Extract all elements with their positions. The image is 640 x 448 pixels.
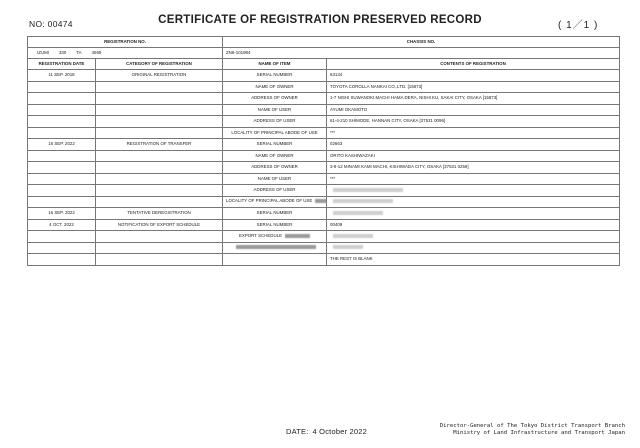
chassis-no-label: CHASSIS NO.: [223, 37, 620, 48]
document-number: NO: 00474: [29, 19, 73, 29]
row-content: THE REST IS BLANK: [327, 254, 620, 266]
row-content: 63134: [327, 70, 620, 82]
row-date: [28, 104, 96, 116]
row-category: ORIGINAL REGISTRATION: [96, 70, 223, 82]
row-date: [28, 242, 96, 254]
registration-record-table: [27, 36, 620, 266]
row-date: 4 OCT. 2022: [28, 219, 96, 231]
row-content: AYUMI OKAMOTO: [327, 104, 620, 116]
table-row: [28, 254, 620, 266]
reg-part-class: 330: [58, 49, 67, 55]
table-row: [28, 127, 620, 139]
row-category: [96, 242, 223, 254]
row-item: [223, 254, 327, 266]
row-item: SERIAL NUMBER: [223, 219, 327, 231]
row-date: [28, 116, 96, 128]
row-category: [96, 185, 223, 197]
redaction-mark: [236, 245, 316, 249]
column-header-row: [28, 59, 620, 70]
row-date: [28, 162, 96, 174]
page-indicator: ( 1／1 ): [558, 20, 599, 31]
table-row: [28, 196, 620, 208]
row-item: LOCALITY OF PRINCIPAL ABODE OF USE: [223, 127, 327, 139]
record-rows: [28, 70, 620, 266]
row-content: ***: [327, 173, 620, 185]
row-item: NAME OF OWNER: [223, 81, 327, 93]
row-item: ADDRESS OF OWNER: [223, 162, 327, 174]
table-row: [28, 231, 620, 243]
row-category: [96, 231, 223, 243]
issue-date-value: 4 October 2022: [312, 427, 368, 436]
col-header-date: REGISTRATION DATE: [28, 59, 96, 70]
table-row: [28, 185, 620, 197]
row-item: ADDRESS OF OWNER: [223, 93, 327, 105]
row-content: [327, 208, 620, 220]
table-row: [28, 208, 620, 220]
row-item: NAME OF OWNER: [223, 150, 327, 162]
issue-date: [286, 427, 367, 436]
table-row: [28, 81, 620, 93]
table-row: [28, 116, 620, 128]
row-date: 16 SEP. 2022: [28, 208, 96, 220]
row-date: [28, 127, 96, 139]
row-content: 3-9-12 MINAMI KAMI MACHI, KISHIWADA CITY, OSAKA [37531 0259]: [327, 162, 620, 174]
row-content: 1-7 NISHI SUWANOKI MACHI HAMA DERA, NISHI KU, SAKAI CITY, OSAKA [15873]: [327, 93, 620, 105]
row-date: [28, 81, 96, 93]
row-date: [28, 231, 96, 243]
issuer-block: [399, 423, 625, 436]
table-row: [28, 173, 620, 185]
row-item: ADDRESS OF USER: [223, 116, 327, 128]
row-date: 11 SEP. 2018: [28, 70, 96, 82]
table-row: [28, 104, 620, 116]
row-category: TENTATIVE DEREGISTRATION: [96, 208, 223, 220]
registration-no-value: [28, 48, 223, 59]
row-content: 00409: [327, 219, 620, 231]
row-category: [96, 127, 223, 139]
table-row: [28, 162, 620, 174]
table-row: [28, 150, 620, 162]
table-row: [28, 242, 620, 254]
registration-no-label: REGISTRATION NO.: [28, 37, 223, 48]
row-item: LOCALITY OF PRINCIPAL ABODE OF USE: [223, 196, 327, 208]
issuer-line-2: Ministry of Land Infrastructure and Transport Japan: [453, 429, 625, 436]
row-date: [28, 93, 96, 105]
document-title: CERTIFICATE OF REGISTRATION PRESERVED RECORD: [158, 14, 482, 26]
row-category: [96, 150, 223, 162]
row-item: SERIAL NUMBER: [223, 208, 327, 220]
row-category: REGISTRATION OF TRANSFER: [96, 139, 223, 151]
row-category: [96, 104, 223, 116]
redaction-mark: [333, 234, 373, 238]
redaction-mark: [333, 245, 363, 249]
row-date: [28, 173, 96, 185]
row-category: [96, 116, 223, 128]
row-category: [96, 81, 223, 93]
col-header-contents: CONTENTS OF REGISTRATION: [327, 59, 620, 70]
row-content: 02663: [327, 139, 620, 151]
table-row: [28, 70, 620, 82]
row-category: NOTIFICATION OF EXPORT SCHEDULE: [96, 219, 223, 231]
number-header-row: [28, 37, 620, 48]
reg-part-number: 4569: [91, 49, 102, 55]
row-content: [327, 185, 620, 197]
redaction-mark: [315, 199, 326, 203]
row-item: EXPORT SCHEDULE: [223, 231, 327, 243]
row-item: [223, 242, 327, 254]
row-item: ADDRESS OF USER: [223, 185, 327, 197]
row-category: [96, 254, 223, 266]
number-value-row: [28, 48, 620, 59]
row-content: TOYOTA COROLLA NANKAI CO.,LTD. [15873]: [327, 81, 620, 93]
table-row: [28, 219, 620, 231]
row-content: ***: [327, 127, 620, 139]
issue-date-label: DATE:: [286, 427, 309, 436]
row-item: NAME OF USER: [223, 104, 327, 116]
redaction-mark: [285, 234, 310, 238]
row-item: NAME OF USER: [223, 173, 327, 185]
row-category: [96, 162, 223, 174]
redaction-mark: [333, 188, 403, 192]
chassis-no-value: ZN6-101984: [223, 48, 620, 59]
row-content: 61-4-210 SHIMODE, HANNAN CITY, OSAKA [37531 0096]: [327, 116, 620, 128]
redaction-mark: [333, 211, 383, 215]
row-category: [96, 93, 223, 105]
table-row: [28, 93, 620, 105]
col-header-item: NAME OF ITEM: [223, 59, 327, 70]
row-category: [96, 196, 223, 208]
row-date: [28, 150, 96, 162]
row-date: [28, 196, 96, 208]
row-content: [327, 231, 620, 243]
row-content: [327, 242, 620, 254]
row-content: ORITO KASHIWAZAKI: [327, 150, 620, 162]
reg-part-kana: TA: [76, 49, 82, 55]
issuer-line-1: Director-General of The Tokyo District Transport Branch: [439, 423, 625, 429]
row-date: 16 SEP. 2022: [28, 139, 96, 151]
row-category: [96, 173, 223, 185]
row-item: SERIAL NUMBER: [223, 139, 327, 151]
row-content: [327, 196, 620, 208]
col-header-category: CATEGORY OF REGISTRATION: [96, 59, 223, 70]
redaction-mark: [333, 199, 393, 203]
row-item: SERIAL NUMBER: [223, 70, 327, 82]
table-row: [28, 139, 620, 151]
reg-part-area: IZUMI: [37, 49, 49, 55]
row-date: [28, 254, 96, 266]
row-date: [28, 185, 96, 197]
